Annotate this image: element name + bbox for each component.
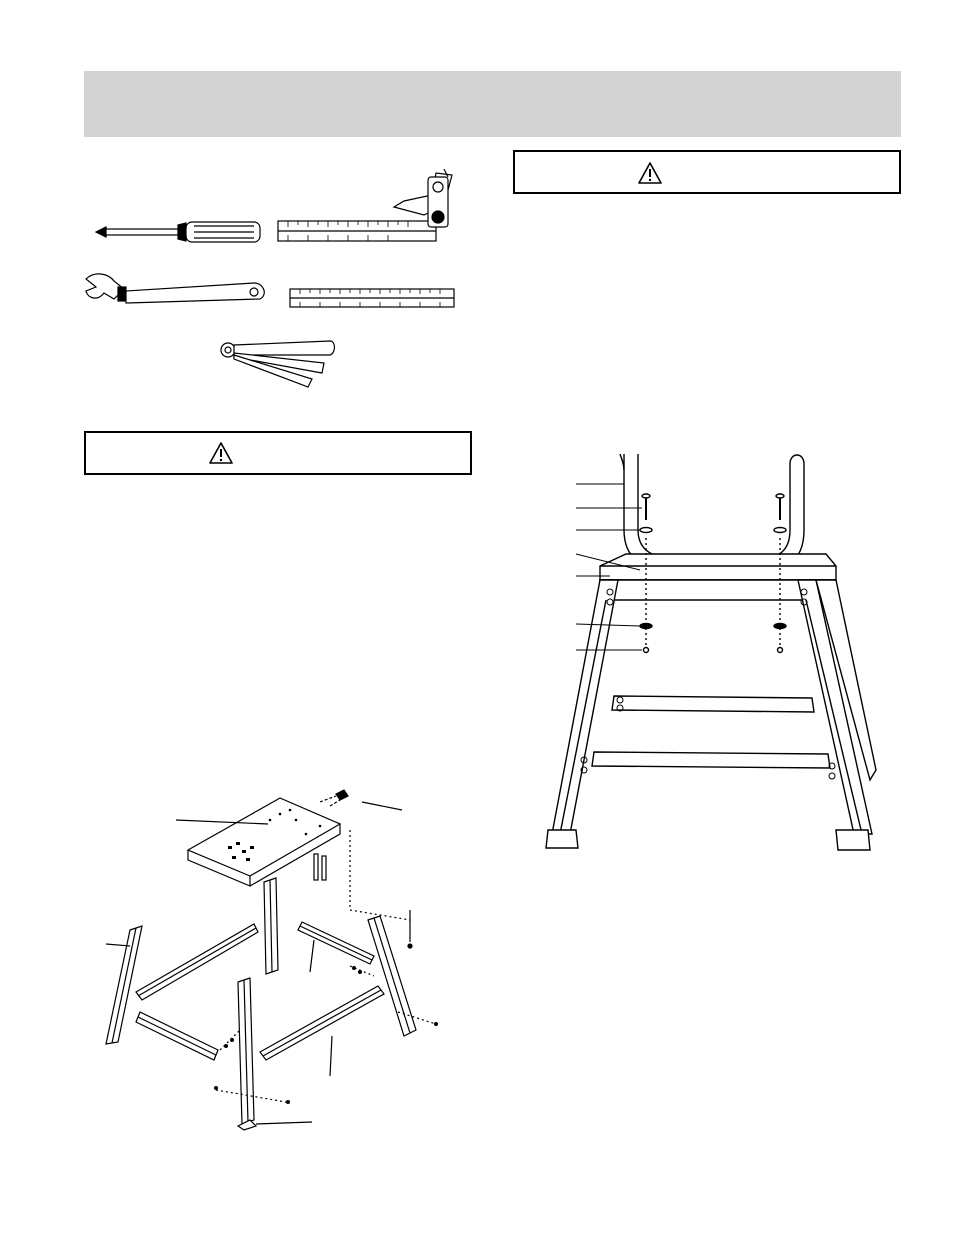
saw-mounting-on-stand-icon [546,454,876,850]
warning-triangle-icon [638,162,662,184]
warning-triangle-icon [209,442,233,464]
stand-assembly-exploded-icon [106,790,438,1130]
warning-box-left [84,431,472,475]
tools-illustration [84,165,474,395]
saw-stand-figure [540,450,900,860]
adjustable-wrench-icon [86,274,264,303]
stand-assembly-figure [100,780,450,1135]
warning-box-right [513,150,901,194]
combination-square-icon [278,169,452,241]
header-band [84,71,901,137]
feeler-gauge-icon [221,341,335,387]
screwdriver-icon [96,222,260,242]
steel-rule-icon [290,289,454,307]
